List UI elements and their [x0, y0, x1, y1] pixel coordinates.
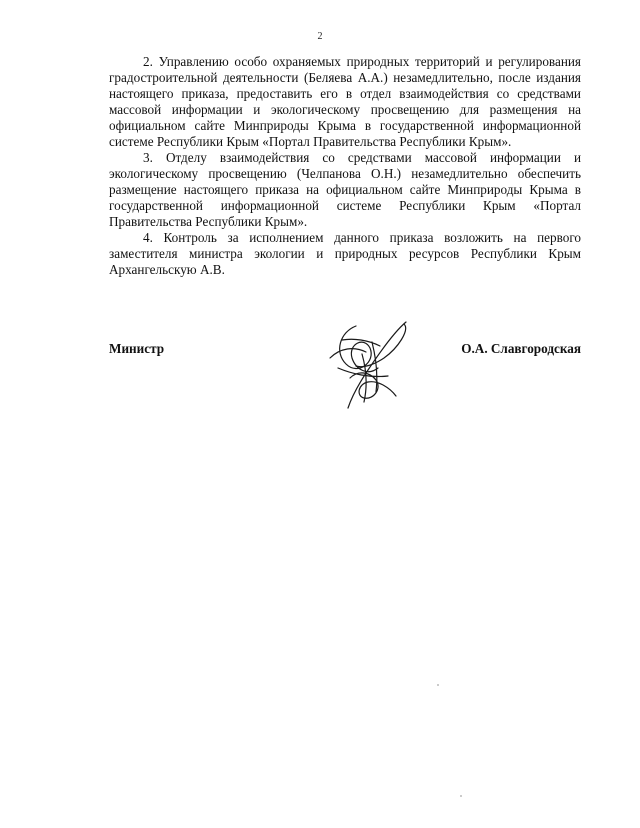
signer-position: Министр — [109, 341, 165, 356]
handwritten-signature-icon — [318, 318, 418, 414]
scan-speck — [460, 795, 462, 797]
page-number: 2 — [317, 31, 323, 42]
scan-speck — [437, 684, 439, 686]
paragraph-3: 3. Отделу взаимодействия со средствами массовой информации и экологическому просвещению (Челпанова О.Н.) незамедлительно обеспечить размещение настоящего приказа на официальном сайте Минприроды Крыма в государственной информационной системе Республики Крым «Портал Правительства Республики Крым». — [109, 150, 581, 229]
order-body — [109, 54, 581, 278]
paragraph-4: 4. Контроль за исполнением данного приказа возложить на первого заместителя министра экологии и природных ресурсов Республики Крым Архангельскую А.В. — [109, 230, 581, 277]
paragraph-2: 2. Управлению особо охраняемых природных территорий и регулирования градостроительной деятельности (Беляева А.А.) незамедлительно, после издания настоящего приказа, предоставить его в отдел взаимодействия со средствами массовой информации и экологическому просвещению для размещения на официальном сайте Минприроды Крыма в государственной информационной системе Республики Крым «Портал Правительства Республики Крым». — [109, 54, 581, 149]
signer-name: О.А. Славгородская — [461, 341, 581, 356]
